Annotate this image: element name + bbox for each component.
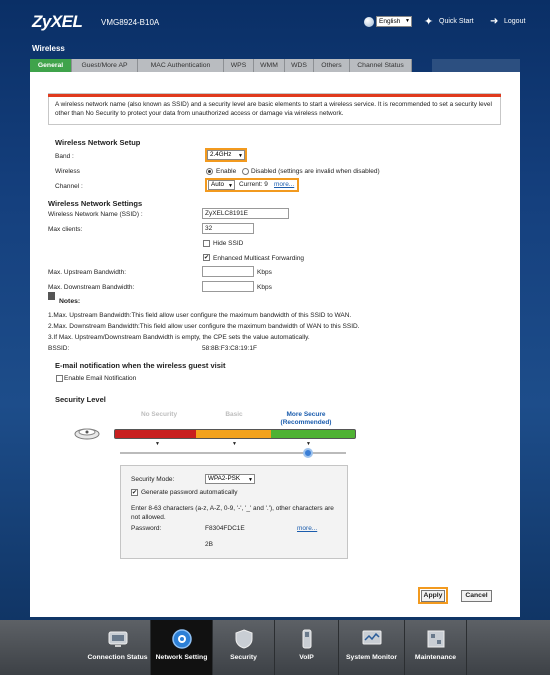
security-title: Security Level	[55, 395, 106, 404]
language-value: English	[379, 18, 401, 25]
nav-system-monitor[interactable]	[339, 620, 405, 675]
down-bandwidth-input[interactable]	[202, 281, 254, 292]
password-suffix: 2B	[205, 541, 213, 548]
password-value[interactable]: F8304FDC1E	[205, 525, 245, 532]
note-3: 3.If Max. Upstream/Downstream Bandwidth is empty, the CPE sets the value automatically.	[48, 334, 310, 341]
logout-link[interactable]: Logout	[504, 18, 526, 25]
monitor-icon	[361, 628, 383, 650]
intro-accent-bar	[48, 94, 501, 97]
ssid-input[interactable]: ZyXELC8191E	[202, 208, 289, 219]
language-select[interactable]	[376, 16, 412, 27]
channel-label: Channel :	[55, 183, 83, 190]
apply-button[interactable]: Apply	[421, 590, 445, 602]
chevron-down-icon: ▼	[248, 477, 253, 483]
chevron-down-icon: ▼	[228, 183, 233, 189]
up-bandwidth-input[interactable]	[202, 266, 254, 277]
security-mode-select[interactable]	[205, 474, 255, 484]
nav-maintenance[interactable]	[405, 620, 467, 675]
tick-no-security: ▼	[155, 441, 160, 447]
down-bandwidth-label: Max. Downstream Bandwidth:	[48, 284, 135, 291]
tab-bar-filler	[432, 59, 520, 72]
nav-label: Maintenance	[414, 654, 457, 661]
tab-mac-authentication[interactable]: MAC Authentication	[138, 59, 224, 72]
top-header	[0, 0, 550, 40]
tab-channel-status[interactable]: Channel Status	[350, 59, 412, 72]
quick-start-icon[interactable]: ✦	[424, 16, 434, 28]
emf-label: Enhanced Multicast Forwarding	[213, 255, 305, 262]
tab-guest-more-ap[interactable]: Guest/More AP	[72, 59, 138, 72]
logout-icon[interactable]: ➜	[490, 16, 499, 27]
level-more-secure[interactable]: More Secure	[286, 411, 326, 418]
tab-general[interactable]: General	[30, 59, 72, 72]
quick-start-link[interactable]: Quick Start	[439, 18, 474, 25]
note-1: 1.Max. Upstream Bandwidth:This field allow user configure the maximum bandwidth of this SSID to WAN.	[48, 312, 352, 319]
notes-title: Notes:	[59, 298, 81, 305]
cancel-button[interactable]: Cancel	[461, 590, 492, 602]
security-mode-label: Security Mode:	[131, 476, 175, 483]
gear-icon	[171, 628, 193, 650]
intro-text: A wireless network name (also known as SSID) and a security level are basic elements to start a wireless service. It is recommended to set a security level other than No Security to protect your data from unauthorized access or damage via wireless network.	[55, 101, 492, 117]
up-bandwidth-unit: Kbps	[257, 269, 272, 276]
channel-value: Auto	[211, 181, 224, 188]
down-bandwidth-unit: Kbps	[257, 284, 272, 291]
band-value: 2.4GHz	[210, 151, 232, 158]
up-bandwidth-label: Max. Upstream Bandwidth:	[48, 269, 127, 276]
globe-icon	[364, 17, 374, 27]
nav-label: Network Setting	[155, 654, 208, 661]
tab-wps[interactable]: WPS	[224, 59, 254, 72]
level-no-security[interactable]: No Security	[140, 411, 178, 418]
tick-more-secure: ▼	[306, 441, 311, 447]
shield-icon	[233, 628, 255, 650]
bssid-value: 58:8B:F3:C8:19:1F	[202, 345, 257, 352]
disable-radio[interactable]	[242, 168, 249, 175]
ssid-label: Wireless Network Name (SSID) :	[48, 211, 143, 218]
generate-password-checkbox[interactable]: ✔	[132, 490, 138, 496]
password-label: Password:	[131, 525, 162, 532]
email-notification-checkbox[interactable]	[56, 375, 63, 382]
brand-logo: ZyXEL	[32, 12, 83, 31]
router-icon	[73, 424, 101, 440]
hide-ssid-label: Hide SSID	[213, 240, 244, 247]
email-title: E-mail notification when the wireless guest visit	[55, 361, 226, 370]
channel-more-link[interactable]: more...	[274, 181, 295, 188]
tab-wds[interactable]: WDS	[285, 59, 314, 72]
emf-checkbox[interactable]: ✔	[204, 255, 210, 261]
chevron-down-icon: ▼	[238, 153, 243, 159]
nav-label: System Monitor	[346, 654, 397, 661]
maintenance-icon	[425, 628, 447, 650]
generate-password-label: Generate password automatically	[141, 489, 238, 496]
phone-icon	[296, 628, 318, 650]
password-more-link[interactable]: more...	[297, 525, 318, 532]
channel-select[interactable]	[208, 180, 235, 190]
connection-status-icon	[107, 628, 129, 650]
nav-network-setting[interactable]	[151, 620, 213, 675]
disabled-label: Disabled (settings are invalid when disabled)	[251, 168, 380, 175]
nav-security[interactable]	[213, 620, 275, 675]
tab-bar	[30, 59, 412, 72]
chevron-down-icon: ▼	[405, 18, 410, 24]
settings-title: Wireless Network Settings	[48, 199, 143, 208]
nav-voip[interactable]	[275, 620, 339, 675]
enable-radio[interactable]	[206, 168, 213, 175]
security-bar-frame	[114, 429, 356, 439]
nav-label: Connection Status	[87, 654, 148, 661]
setup-title: Wireless Network Setup	[55, 138, 141, 147]
tab-others[interactable]: Others	[314, 59, 350, 72]
intro-box	[48, 93, 501, 125]
bssid-label: BSSID:	[48, 345, 70, 352]
note-2: 2.Max. Downstream Bandwidth:This field allow user configure the maximum bandwidth of WAN to this SSID.	[48, 323, 360, 330]
tick-basic: ▼	[232, 441, 237, 447]
level-basic[interactable]: Basic	[225, 411, 243, 418]
nav-label: Security	[230, 654, 257, 661]
wireless-label: Wireless	[55, 168, 80, 175]
band-select[interactable]	[207, 150, 245, 160]
section-title: Wireless	[32, 44, 65, 53]
email-notification-label: Enable Email Notification	[64, 375, 137, 382]
password-hint: Enter 8-63 characters (a-z, A-Z, 0-9, '-', '_' and '.'), other characters are not allowed.	[131, 505, 334, 521]
level-recommended: (Recommended)	[280, 419, 332, 426]
model-name: VMG8924-B10A	[101, 18, 160, 27]
max-clients-input[interactable]: 32	[202, 223, 254, 234]
nav-label: VoIP	[299, 654, 314, 661]
nav-connection-status[interactable]	[85, 620, 151, 675]
current-channel: Current: 9	[239, 181, 268, 188]
security-mode-value: WPA2-PSK	[208, 475, 241, 482]
band-label: Band :	[55, 153, 74, 160]
security-slider-knob[interactable]	[303, 448, 313, 458]
enable-label: Enable	[216, 168, 237, 175]
max-clients-label: Max clients:	[48, 226, 83, 233]
tab-wmm[interactable]: WMM	[254, 59, 285, 72]
hide-ssid-checkbox[interactable]	[203, 240, 210, 247]
note-icon	[48, 292, 55, 300]
